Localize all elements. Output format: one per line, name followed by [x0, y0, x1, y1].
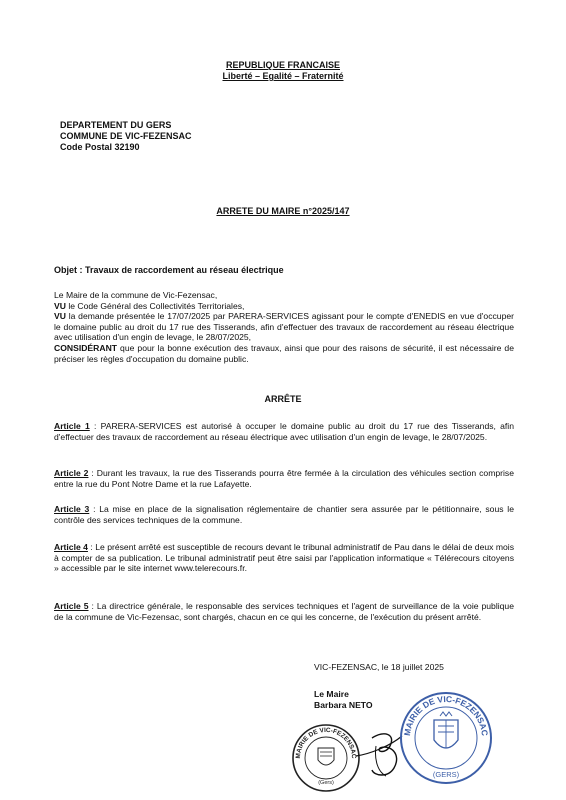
considerant-keyword: CONSIDÉRANT	[54, 342, 118, 353]
article-text: : La mise en place de la signalisation réglementaire de chantier sera assurée par le pétitionnaire, sous le contrôle des services techniques de la commune.	[54, 504, 514, 525]
vu-keyword: VU	[54, 300, 66, 311]
department-name: DEPARTEMENT DU GERS	[60, 120, 172, 130]
article-text: : Durant les travaux, la rue des Tisserands pourra être fermée à la circulation des véhicules section comprise entre la rue du Pont Notre Dame et la rue Lafayette.	[54, 468, 514, 489]
stamp-left-top-text: MAIRIE DE VIC-FEZENSAC	[294, 726, 358, 759]
signatory-name: Barbara NETO	[314, 700, 373, 710]
article-label: Article 3	[54, 504, 90, 514]
stamp-right-bottom-text: (GERS)	[432, 770, 460, 779]
stamp-right-top-text: MAIRIE DE VIC-FEZENSAC	[401, 693, 491, 737]
signatory-role: Le Maire	[314, 689, 349, 699]
vu-code-text: le Code Général des Collectivités Territoriales,	[65, 300, 245, 311]
town-hall-stamp-blue	[398, 690, 494, 786]
preamble-vu-request	[54, 311, 514, 343]
article-text: : Le présent arrêté est susceptible de recours devant le tribunal administratif de Pau dans le délai de deux mois à compter de sa publication. Le tribunal administratif peut être saisi par l'application informatique « Télérecours citoyens » accessible par le site internet www.telerecours.fr.	[54, 542, 515, 574]
republic-motto: Liberté – Egalité – Fraternité	[222, 71, 344, 81]
svg-text:MAIRIE DE VIC-FEZENSAC	[295, 727, 357, 759]
commune-name: COMMUNE DE VIC-FEZENSAC	[60, 131, 192, 141]
postal-code: Code Postal 32190	[60, 142, 140, 152]
article-5	[54, 601, 514, 622]
article-2	[54, 468, 514, 489]
article-label: Article 1	[54, 421, 90, 431]
decree-title: ARRETE DU MAIRE n°2025/147	[216, 206, 350, 216]
article-text: : La directrice générale, le responsable des services techniques et l'agent de surveillance de la voie publique de la commune de Vic-Fezensac, sont chargés, chacun en ce qui les concerne, de l'exécution du présent arrêté.	[54, 601, 514, 622]
stamp-left-bottom-text: (Gers)	[318, 780, 334, 786]
coat-of-arms-icon	[318, 748, 334, 765]
preamble-considerant	[54, 343, 514, 364]
considerant-text: que pour la bonne exécution des travaux, ainsi que pour des raisons de sécurité, il est nécessaire de préciser les règles d'occupation du domaine public.	[54, 342, 514, 364]
preamble-intro: Le Maire de la commune de Vic-Fezensac,	[54, 290, 218, 300]
preamble-vu-code	[54, 301, 514, 312]
decision-heading: ARRÊTE	[264, 394, 302, 404]
article-text: : PARERA-SERVICES est autorisé à occuper le domaine public au droit du 17 rue des Tisserands, afin d'effectuer des travaux de raccordement au réseau électrique avec utilisation d'un engin de levage, le 28/07/2025.	[54, 421, 514, 442]
coat-of-arms-icon	[434, 712, 458, 748]
article-label: Article 4	[54, 542, 88, 552]
article-label: Article 2	[54, 468, 89, 478]
republic-heading: REPUBLIQUE FRANCAISE	[225, 60, 340, 70]
vu-keyword: VU	[54, 311, 66, 322]
preamble	[54, 290, 514, 364]
article-3	[54, 504, 514, 525]
article-4	[54, 542, 514, 574]
decree-subject: Objet : Travaux de raccordement au réseau électrique	[54, 265, 284, 275]
place-and-date: VIC-FEZENSAC, le 18 juillet 2025	[314, 662, 444, 672]
article-1	[54, 421, 514, 442]
vu-request-text: la demande présentée le 17/07/2025 par PARERA-SERVICES agissant pour le compte d'ENEDIS en vue d'occuper le domaine public au droit du 17 rue des Tisserands, afin d'effectuer des travaux de raccordement au réseau électrique avec utilisation d'un engin de levage, le 28/07/2025,	[54, 311, 514, 343]
article-label: Article 5	[54, 601, 89, 611]
